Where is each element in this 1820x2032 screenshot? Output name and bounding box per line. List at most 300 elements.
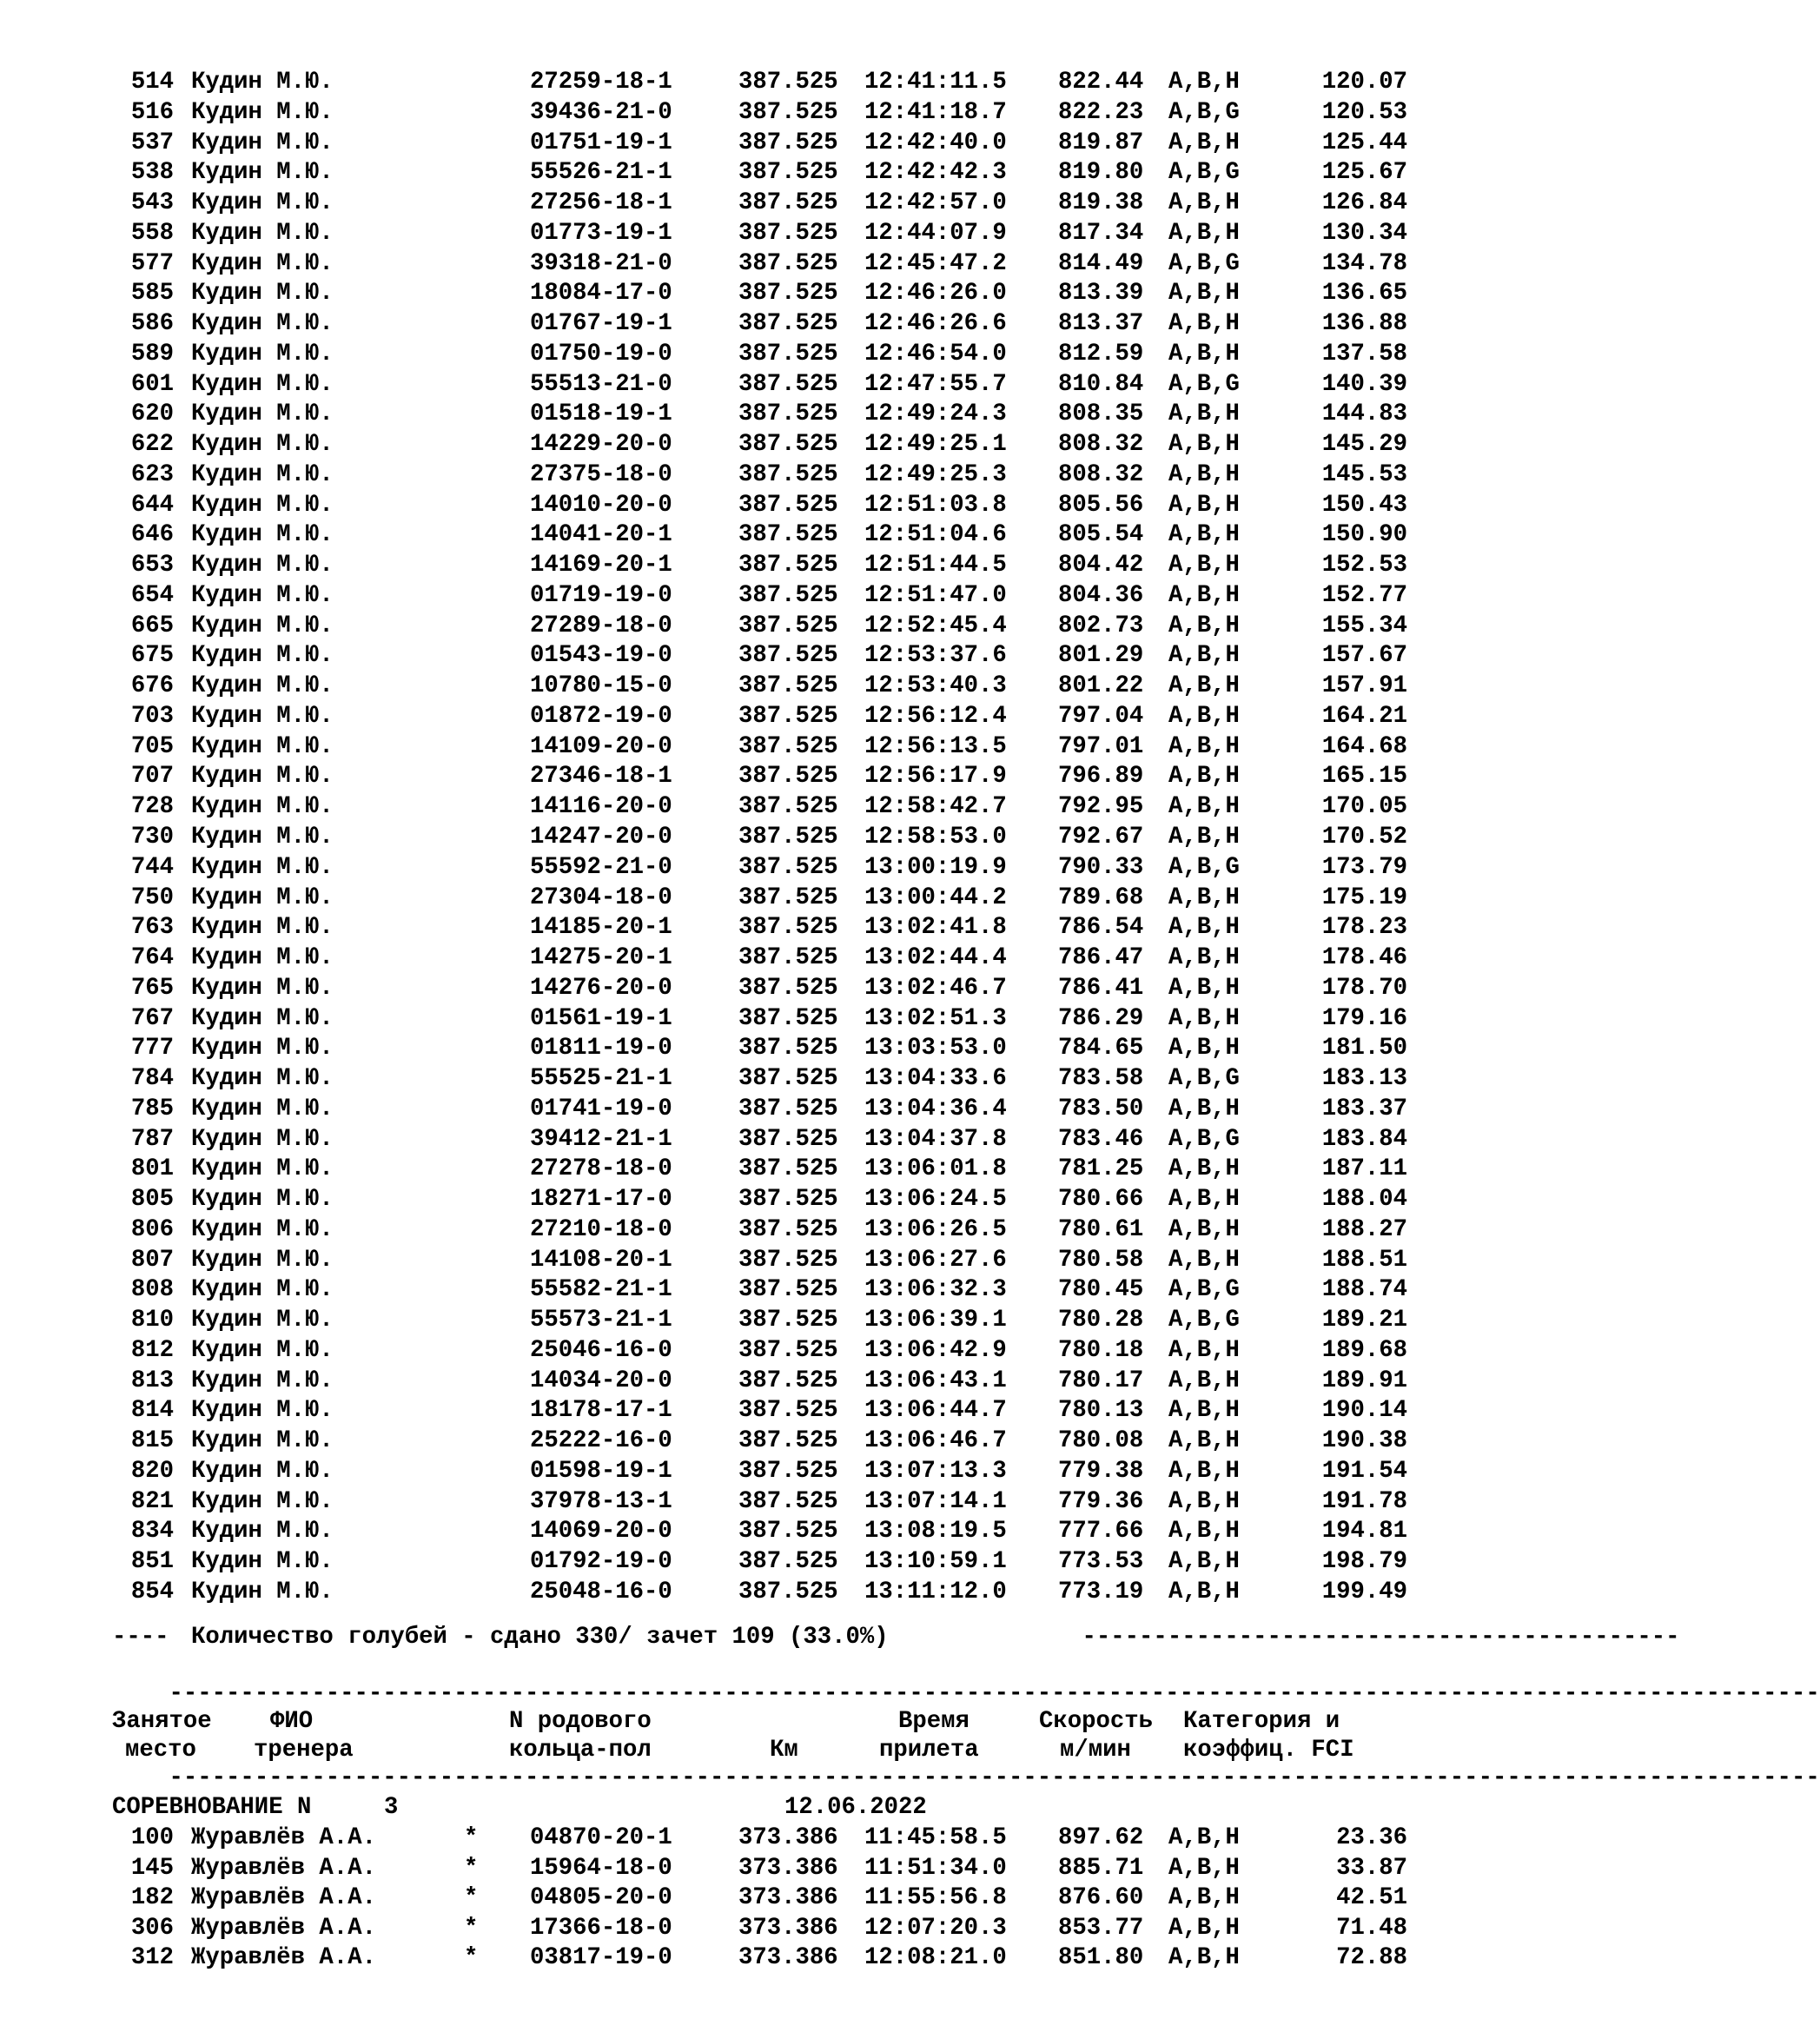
cell-km: 387.525	[738, 914, 838, 942]
cell-time: 11:55:56.8	[864, 1884, 1007, 1911]
cell-ring: 27259-18-1	[530, 69, 672, 96]
cell-km: 387.525	[738, 853, 838, 881]
cell-name: Кудин М.Ю.	[191, 280, 334, 308]
cell-coef: 150.43	[1321, 491, 1407, 519]
table-row	[0, 1336, 1437, 1366]
cell-km: 387.525	[738, 1307, 838, 1334]
cell-speed: 792.95	[1058, 793, 1144, 821]
table-row	[0, 1426, 1437, 1456]
cell-ring: 25048-16-0	[530, 1579, 672, 1605]
cell-cat: А,В,Н	[1168, 521, 1240, 549]
cell-place: 586	[130, 310, 174, 338]
header-fio: ФИО	[270, 1708, 314, 1735]
table-row	[0, 974, 1437, 1003]
table-row	[0, 1578, 1437, 1607]
cell-name: Кудин М.Ю.	[191, 521, 334, 549]
cell-time: 11:51:34.0	[864, 1854, 1007, 1882]
table-row	[0, 279, 1437, 308]
cell-ring: 27256-18-1	[530, 189, 672, 217]
cell-ring: 17366-18-0	[530, 1914, 672, 1942]
cell-ring: 55592-21-0	[530, 853, 672, 881]
summary-rule: ------------------------------------------	[1082, 1624, 1680, 1651]
cell-ring: 27304-18-0	[530, 884, 672, 911]
table-row	[0, 853, 1437, 883]
cell-cat: А,В,Н	[1168, 280, 1240, 308]
cell-cat: А,В,Н	[1168, 1095, 1240, 1122]
cell-km: 387.525	[738, 400, 838, 428]
cell-ring: 01811-19-0	[530, 1035, 672, 1062]
cell-place: 812	[130, 1336, 174, 1364]
cell-speed: 781.25	[1058, 1155, 1144, 1183]
cell-cat: А,В,G	[1168, 1125, 1240, 1153]
cell-km: 387.525	[738, 249, 838, 277]
table-row	[0, 129, 1437, 158]
header-time-2: прилета	[879, 1737, 979, 1764]
table-row	[0, 1095, 1437, 1124]
cell-name: Кудин М.Ю.	[191, 1276, 334, 1304]
cell-coef: 187.11	[1321, 1155, 1407, 1183]
cell-coef: 178.23	[1321, 914, 1407, 942]
cell-km: 387.525	[738, 310, 838, 338]
cell-km: 387.525	[738, 702, 838, 730]
cell-name: Кудин М.Ю.	[191, 1457, 334, 1485]
cell-ring: 27375-18-0	[530, 460, 672, 488]
cell-time: 12:42:42.3	[864, 159, 1007, 187]
cell-coef: 199.49	[1321, 1579, 1407, 1605]
cell-cat: А,В,Н	[1168, 400, 1240, 428]
cell-km: 387.525	[738, 1579, 838, 1605]
cell-km: 387.525	[738, 1457, 838, 1485]
cell-cat: А,В,Н	[1168, 884, 1240, 911]
header-time: Время	[898, 1708, 970, 1735]
cell-coef: 189.21	[1321, 1307, 1407, 1334]
cell-coef: 183.13	[1321, 1065, 1407, 1093]
cell-speed: 885.71	[1058, 1854, 1144, 1882]
header-km: Км	[770, 1737, 798, 1764]
cell-coef: 188.74	[1321, 1276, 1407, 1304]
cell-coef: 173.79	[1321, 853, 1407, 881]
cell-cat: А,В,G	[1168, 1276, 1240, 1304]
cell-coef: 157.67	[1321, 642, 1407, 670]
cell-ring: 25046-16-0	[530, 1336, 672, 1364]
table-row	[0, 551, 1437, 580]
cell-coef: 71.48	[1336, 1914, 1407, 1942]
cell-name: Кудин М.Ю.	[191, 1548, 334, 1576]
header-category: Категория и	[1183, 1708, 1340, 1735]
cell-speed: 797.04	[1058, 702, 1144, 730]
cell-name: Кудин М.Ю.	[191, 310, 334, 338]
cell-km: 373.386	[738, 1854, 838, 1882]
cell-name: Кудин М.Ю.	[191, 1307, 334, 1334]
cell-cat: А,В,Н	[1168, 491, 1240, 519]
cell-speed: 805.56	[1058, 491, 1144, 519]
cell-place: 601	[130, 370, 174, 398]
cell-cat: А,В,Н	[1168, 460, 1240, 488]
table-row	[0, 702, 1437, 731]
table-row	[0, 1155, 1437, 1184]
cell-name: Кудин М.Ю.	[191, 1095, 334, 1122]
cell-name: Кудин М.Ю.	[191, 1246, 334, 1274]
cell-ring: 55513-21-0	[530, 370, 672, 398]
cell-cat: А,В,Н	[1168, 1004, 1240, 1032]
cell-time: 13:04:36.4	[864, 1095, 1007, 1122]
cell-cat: А,В,Н	[1168, 1914, 1240, 1942]
cell-speed: 802.73	[1058, 612, 1144, 639]
cell-name: Кудин М.Ю.	[191, 884, 334, 911]
cell-time: 12:52:45.4	[864, 612, 1007, 639]
cell-coef: 155.34	[1321, 612, 1407, 639]
cell-ring: 10780-15-0	[530, 672, 672, 700]
cell-ring: 14229-20-0	[530, 431, 672, 459]
cell-speed: 780.58	[1058, 1246, 1144, 1274]
cell-cat: А,В,Н	[1168, 763, 1240, 791]
cell-cat: А,В,G	[1168, 370, 1240, 398]
cell-km: 387.525	[738, 884, 838, 911]
cell-coef: 189.68	[1321, 1336, 1407, 1364]
cell-cat: А,В,Н	[1168, 1518, 1240, 1546]
cell-name: Кудин М.Ю.	[191, 431, 334, 459]
cell-km: 387.525	[738, 1487, 838, 1515]
cell-cat: А,В,Н	[1168, 431, 1240, 459]
competition-number: 3	[384, 1794, 399, 1821]
cell-coef: 72.88	[1336, 1944, 1407, 1971]
cell-place: 665	[130, 612, 174, 639]
cell-cat: А,В,Н	[1168, 1035, 1240, 1062]
table-row	[0, 1824, 1437, 1853]
cell-coef: 170.52	[1321, 824, 1407, 851]
cell-time: 12:07:20.3	[864, 1914, 1007, 1942]
table-row	[0, 913, 1437, 943]
table-row	[0, 1125, 1437, 1155]
cell-place: 806	[130, 1215, 174, 1243]
table-row	[0, 1547, 1437, 1577]
cell-km: 387.525	[738, 581, 838, 609]
cell-place: 820	[130, 1457, 174, 1485]
cell-cat: А,В,G	[1168, 1065, 1240, 1093]
table-row	[0, 189, 1437, 218]
cell-place: 810	[130, 1307, 174, 1334]
cell-cat: А,В,G	[1168, 159, 1240, 187]
competition-label: СОРЕВНОВАНИЕ N	[112, 1794, 312, 1821]
cell-cat: А,В,Н	[1168, 552, 1240, 579]
cell-ring: 27278-18-0	[530, 1155, 672, 1183]
cell-coef: 190.38	[1321, 1427, 1407, 1455]
table-row	[0, 1487, 1437, 1517]
cell-time: 13:02:51.3	[864, 1004, 1007, 1032]
cell-km: 387.525	[738, 793, 838, 821]
cell-cat: А,В,Н	[1168, 1824, 1240, 1851]
cell-name: Журавлёв А.А.	[191, 1854, 376, 1882]
cell-place: 585	[130, 280, 174, 308]
cell-time: 12:44:07.9	[864, 219, 1007, 247]
cell-name: Кудин М.Ю.	[191, 763, 334, 791]
cell-coef: 178.46	[1321, 944, 1407, 972]
cell-coef: 181.50	[1321, 1035, 1407, 1062]
cell-name: Кудин М.Ю.	[191, 189, 334, 217]
cell-place: 765	[130, 974, 174, 1002]
cell-time: 12:45:47.2	[864, 249, 1007, 277]
table-row	[0, 1367, 1437, 1396]
cell-speed: 822.44	[1058, 69, 1144, 96]
cell-name: Кудин М.Ю.	[191, 944, 334, 972]
cell-place: 813	[130, 1367, 174, 1394]
cell-km: 387.525	[738, 1155, 838, 1183]
cell-km: 387.525	[738, 763, 838, 791]
cell-km: 373.386	[738, 1944, 838, 1971]
cell-ring: 14276-20-0	[530, 974, 672, 1002]
table-row	[0, 612, 1437, 641]
cell-ring: 01741-19-0	[530, 1095, 672, 1122]
cell-speed: 786.29	[1058, 1004, 1144, 1032]
cell-speed: 780.17	[1058, 1367, 1144, 1394]
cell-name: Кудин М.Ю.	[191, 491, 334, 519]
cell-place: 675	[130, 642, 174, 670]
cell-km: 387.525	[738, 672, 838, 700]
table-row	[0, 732, 1437, 762]
cell-coef: 190.14	[1321, 1397, 1407, 1425]
table-row	[0, 1064, 1437, 1094]
cell-cat: А,В,Н	[1168, 974, 1240, 1002]
cell-ring: 39436-21-0	[530, 98, 672, 126]
cell-km: 387.525	[738, 460, 838, 488]
cell-coef: 191.78	[1321, 1487, 1407, 1515]
cell-place: 777	[130, 1035, 174, 1062]
cell-place: 145	[130, 1854, 174, 1882]
table-row	[0, 491, 1437, 520]
cell-cat: А,В,Н	[1168, 732, 1240, 760]
cell-ring: 01751-19-1	[530, 129, 672, 156]
cell-km: 373.386	[738, 1884, 838, 1911]
cell-speed: 779.38	[1058, 1457, 1144, 1485]
cell-speed: 792.67	[1058, 824, 1144, 851]
summary-text: Количество голубей - сдано 330/ зачет 109 (33.0%)	[191, 1624, 889, 1651]
cell-speed: 801.29	[1058, 642, 1144, 670]
table-row	[0, 1457, 1437, 1486]
cell-place: 653	[130, 552, 174, 579]
cell-speed: 783.46	[1058, 1125, 1144, 1153]
cell-km: 387.525	[738, 1004, 838, 1032]
cell-km: 387.525	[738, 1065, 838, 1093]
cell-cat: А,В,Н	[1168, 793, 1240, 821]
cell-km: 387.525	[738, 1367, 838, 1394]
cell-km: 387.525	[738, 98, 838, 126]
cell-coef: 152.53	[1321, 552, 1407, 579]
cell-place: 785	[130, 1095, 174, 1122]
header-line-2	[0, 1736, 1437, 1765]
cell-time: 12:51:03.8	[864, 491, 1007, 519]
cell-time: 12:49:24.3	[864, 400, 1007, 428]
cell-coef: 120.07	[1321, 69, 1407, 96]
cell-km: 387.525	[738, 1427, 838, 1455]
cell-mark: *	[464, 1824, 479, 1851]
cell-place: 784	[130, 1065, 174, 1093]
table-row	[0, 823, 1437, 852]
cell-ring: 14010-20-0	[530, 491, 672, 519]
cell-km: 387.525	[738, 370, 838, 398]
cell-coef: 145.53	[1321, 460, 1407, 488]
cell-place: 100	[130, 1824, 174, 1851]
cell-speed: 813.37	[1058, 310, 1144, 338]
cell-time: 13:07:14.1	[864, 1487, 1007, 1515]
cell-ring: 39412-21-1	[530, 1125, 672, 1153]
cell-time: 13:02:46.7	[864, 974, 1007, 1002]
cell-speed: 817.34	[1058, 219, 1144, 247]
header-place-2: место	[125, 1737, 196, 1764]
cell-coef: 178.70	[1321, 974, 1407, 1002]
cell-place: 312	[130, 1944, 174, 1971]
cell-time: 12:49:25.3	[864, 460, 1007, 488]
cell-ring: 01872-19-0	[530, 702, 672, 730]
cell-place: 646	[130, 521, 174, 549]
cell-km: 387.525	[738, 1215, 838, 1243]
table-row	[0, 340, 1437, 369]
cell-time: 13:06:26.5	[864, 1215, 1007, 1243]
cell-name: Кудин М.Ю.	[191, 400, 334, 428]
cell-place: 707	[130, 763, 174, 791]
cell-name: Журавлёв А.А.	[191, 1944, 376, 1971]
cell-speed: 808.35	[1058, 400, 1144, 428]
cell-cat: А,В,Н	[1168, 1884, 1240, 1911]
cell-place: 577	[130, 249, 174, 277]
table-row	[0, 1004, 1437, 1034]
cell-name: Кудин М.Ю.	[191, 1035, 334, 1062]
cell-km: 387.525	[738, 1548, 838, 1576]
cell-name: Кудин М.Ю.	[191, 69, 334, 96]
cell-ring: 18271-17-0	[530, 1186, 672, 1214]
cell-km: 387.525	[738, 340, 838, 367]
cell-name: Кудин М.Ю.	[191, 1004, 334, 1032]
cell-place: 814	[130, 1397, 174, 1425]
cell-name: Кудин М.Ю.	[191, 98, 334, 126]
cell-ring: 55525-21-1	[530, 1065, 672, 1093]
cell-place: 538	[130, 159, 174, 187]
cell-cat: А,В,Н	[1168, 702, 1240, 730]
cell-coef: 189.91	[1321, 1367, 1407, 1394]
cell-coef: 183.37	[1321, 1095, 1407, 1122]
cell-place: 851	[130, 1548, 174, 1576]
cell-name: Журавлёв А.А.	[191, 1914, 376, 1942]
cell-coef: 125.44	[1321, 129, 1407, 156]
table-row	[0, 762, 1437, 791]
cell-ring: 14116-20-0	[530, 793, 672, 821]
cell-coef: 145.29	[1321, 431, 1407, 459]
cell-time: 12:46:54.0	[864, 340, 1007, 367]
cell-km: 387.525	[738, 1276, 838, 1304]
cell-km: 387.525	[738, 1095, 838, 1122]
cell-km: 387.525	[738, 1246, 838, 1274]
cell-speed: 779.36	[1058, 1487, 1144, 1515]
cell-speed: 783.50	[1058, 1095, 1144, 1122]
table-row	[0, 309, 1437, 339]
cell-ring: 55526-21-1	[530, 159, 672, 187]
cell-speed: 777.66	[1058, 1518, 1144, 1546]
cell-time: 12:51:04.6	[864, 521, 1007, 549]
cell-speed: 786.54	[1058, 914, 1144, 942]
cell-speed: 773.53	[1058, 1548, 1144, 1576]
cell-name: Кудин М.Ю.	[191, 1336, 334, 1364]
cell-place: 744	[130, 853, 174, 881]
cell-mark: *	[464, 1884, 479, 1911]
cell-time: 13:08:19.5	[864, 1518, 1007, 1546]
cell-time: 13:06:44.7	[864, 1397, 1007, 1425]
cell-name: Кудин М.Ю.	[191, 914, 334, 942]
header-ring: N родового	[509, 1708, 652, 1735]
cell-place: 543	[130, 189, 174, 217]
cell-coef: 136.88	[1321, 310, 1407, 338]
cell-time: 13:00:44.2	[864, 884, 1007, 911]
cell-speed: 808.32	[1058, 431, 1144, 459]
cell-place: 764	[130, 944, 174, 972]
cell-time: 12:58:42.7	[864, 793, 1007, 821]
cell-name: Кудин М.Ю.	[191, 1397, 334, 1425]
cell-mark: *	[464, 1914, 479, 1942]
table-row	[0, 400, 1437, 429]
cell-cat: А,В,Н	[1168, 1336, 1240, 1364]
cell-cat: А,В,Н	[1168, 69, 1240, 96]
cell-time: 12:56:17.9	[864, 763, 1007, 791]
cell-time: 13:06:32.3	[864, 1276, 1007, 1304]
cell-km: 387.525	[738, 824, 838, 851]
cell-place: 854	[130, 1579, 174, 1605]
cell-speed: 819.80	[1058, 159, 1144, 187]
cell-cat: А,В,Н	[1168, 1397, 1240, 1425]
cell-speed: 819.38	[1058, 189, 1144, 217]
cell-time: 13:06:24.5	[864, 1186, 1007, 1214]
cell-cat: А,В,Н	[1168, 824, 1240, 851]
cell-place: 622	[130, 431, 174, 459]
cell-place: 620	[130, 400, 174, 428]
cell-cat: А,В,G	[1168, 853, 1240, 881]
cell-coef: 136.65	[1321, 280, 1407, 308]
cell-mark: *	[464, 1854, 479, 1882]
cell-ring: 25222-16-0	[530, 1427, 672, 1455]
cell-coef: 164.68	[1321, 732, 1407, 760]
table-row	[0, 1215, 1437, 1245]
cell-speed: 819.87	[1058, 129, 1144, 156]
table-row	[0, 1883, 1437, 1913]
cell-km: 387.525	[738, 219, 838, 247]
table-row	[0, 1034, 1437, 1063]
cell-ring: 14109-20-0	[530, 732, 672, 760]
cell-cat: А,В,G	[1168, 1307, 1240, 1334]
cell-coef: 188.27	[1321, 1215, 1407, 1243]
cell-speed: 808.32	[1058, 460, 1144, 488]
cell-place: 834	[130, 1518, 174, 1546]
cell-place: 537	[130, 129, 174, 156]
cell-coef: 125.67	[1321, 159, 1407, 187]
table-row	[0, 672, 1437, 701]
cell-cat: А,В,G	[1168, 98, 1240, 126]
cell-time: 12:42:40.0	[864, 129, 1007, 156]
header-ring-2: кольца-пол	[509, 1737, 652, 1764]
table-row	[0, 792, 1437, 822]
cell-time: 12:46:26.0	[864, 280, 1007, 308]
cell-time: 13:07:13.3	[864, 1457, 1007, 1485]
cell-mark: *	[464, 1944, 479, 1971]
cell-time: 13:06:01.8	[864, 1155, 1007, 1183]
cell-name: Кудин М.Ю.	[191, 1065, 334, 1093]
cell-speed: 810.84	[1058, 370, 1144, 398]
cell-time: 13:06:46.7	[864, 1427, 1007, 1455]
cell-cat: А,В,Н	[1168, 581, 1240, 609]
table-row	[0, 1275, 1437, 1305]
cell-time: 12:41:18.7	[864, 98, 1007, 126]
cell-time: 12:46:26.6	[864, 310, 1007, 338]
table-row	[0, 1306, 1437, 1335]
header-line-1	[0, 1707, 1437, 1737]
cell-cat: А,В,Н	[1168, 612, 1240, 639]
cell-speed: 773.19	[1058, 1579, 1144, 1605]
